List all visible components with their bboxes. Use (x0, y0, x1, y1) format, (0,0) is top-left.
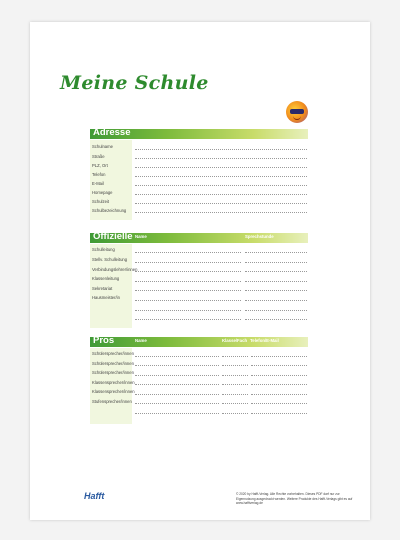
field-label: Stufensprecher/innen (92, 399, 132, 404)
write-line[interactable] (251, 356, 307, 357)
write-line[interactable] (135, 384, 219, 385)
write-line[interactable] (251, 384, 307, 385)
write-line[interactable] (245, 300, 307, 301)
field-label: Schulzeit (92, 199, 109, 204)
write-line[interactable] (135, 375, 219, 376)
write-line[interactable] (245, 319, 307, 320)
field-label: Klassensprecher/innen (92, 380, 135, 385)
write-line[interactable] (222, 413, 248, 414)
field-label: Schülersprecher/innen (92, 361, 134, 366)
field-label: Klassenleitung (92, 276, 120, 281)
field-label: PLZ, Ort (92, 163, 108, 168)
write-line[interactable] (135, 319, 241, 320)
write-line[interactable] (245, 271, 307, 272)
section-title-offizielle: Offizielle (93, 231, 133, 242)
copyright-notice: © 2020 by Hafft-Verlag. Alle Rechte vorbehalten. Dieses PDF darf nur zur Eigennutzung ausgedruckt werden. Weitere Produkte des Hafft-Verlags gibt es auf www.hafftverlag.de (236, 492, 353, 506)
write-line[interactable] (135, 356, 219, 357)
write-line[interactable] (135, 149, 307, 150)
write-line[interactable] (135, 271, 241, 272)
sunglasses-icon (290, 109, 304, 114)
field-label: Schülersprecher/innen (92, 351, 134, 356)
column-header-name: Name (135, 338, 147, 343)
write-line[interactable] (245, 262, 307, 263)
write-line[interactable] (222, 365, 248, 366)
field-label: Telefon (92, 172, 106, 177)
section-title-adresse: Adresse (93, 127, 131, 138)
write-line[interactable] (222, 384, 248, 385)
write-line[interactable] (135, 252, 241, 253)
field-label: Schulname (92, 144, 113, 149)
field-label: Homepage (92, 190, 113, 195)
section-header-offizielle (90, 233, 308, 243)
labels-column-pros (90, 348, 132, 424)
write-line[interactable] (135, 365, 219, 366)
write-line[interactable] (135, 281, 241, 282)
field-label: Sekretariat (92, 286, 113, 291)
field-label: Klassensprecher/innen (92, 389, 135, 394)
section-header-pros (90, 337, 308, 347)
hafft-logo: Hafft (84, 491, 105, 501)
write-line[interactable] (135, 413, 219, 414)
write-line[interactable] (222, 375, 248, 376)
section-title-pros: Pros (93, 335, 115, 346)
write-line[interactable] (135, 203, 307, 204)
field-label: Schülersprecher/innen (92, 370, 134, 375)
smile-icon (293, 116, 301, 120)
write-line[interactable] (251, 394, 307, 395)
write-line[interactable] (245, 281, 307, 282)
smiley-sunglasses-logo (286, 101, 308, 123)
write-line[interactable] (135, 176, 307, 177)
column-header-telefon-email: Telefon/E-Mail (250, 338, 279, 343)
write-line[interactable] (135, 290, 241, 291)
write-line[interactable] (222, 394, 248, 395)
write-line[interactable] (135, 300, 241, 301)
field-label: Straße (92, 154, 105, 159)
write-line[interactable] (251, 413, 307, 414)
field-label: Schulleitung (92, 247, 115, 252)
column-header-sprechstunde: Sprechstunde (245, 234, 274, 239)
column-header-klasse-fach: Klasse/Fach (222, 338, 248, 343)
write-line[interactable] (135, 403, 219, 404)
column-header-name: Name (135, 234, 147, 239)
page-title: Meine Schule (60, 72, 209, 94)
write-line[interactable] (135, 262, 241, 263)
section-header-adresse (90, 129, 308, 139)
field-label: Schulbezeichnung (92, 208, 127, 213)
field-label: Verbindungslehrer/innen (92, 267, 138, 272)
write-line[interactable] (135, 185, 307, 186)
write-line[interactable] (135, 394, 219, 395)
write-line[interactable] (251, 365, 307, 366)
write-line[interactable] (135, 194, 307, 195)
field-label: E-Mail (92, 181, 104, 186)
field-label: Stellv. Schulleitung (92, 257, 128, 262)
write-line[interactable] (245, 310, 307, 311)
write-line[interactable] (135, 158, 307, 159)
write-line[interactable] (135, 310, 241, 311)
write-line[interactable] (245, 252, 307, 253)
write-line[interactable] (251, 375, 307, 376)
write-line[interactable] (222, 356, 248, 357)
write-line[interactable] (251, 403, 307, 404)
write-line[interactable] (135, 212, 307, 213)
write-line[interactable] (245, 290, 307, 291)
write-line[interactable] (222, 403, 248, 404)
field-label: Hausmeister/in (92, 295, 120, 300)
write-line[interactable] (135, 167, 307, 168)
